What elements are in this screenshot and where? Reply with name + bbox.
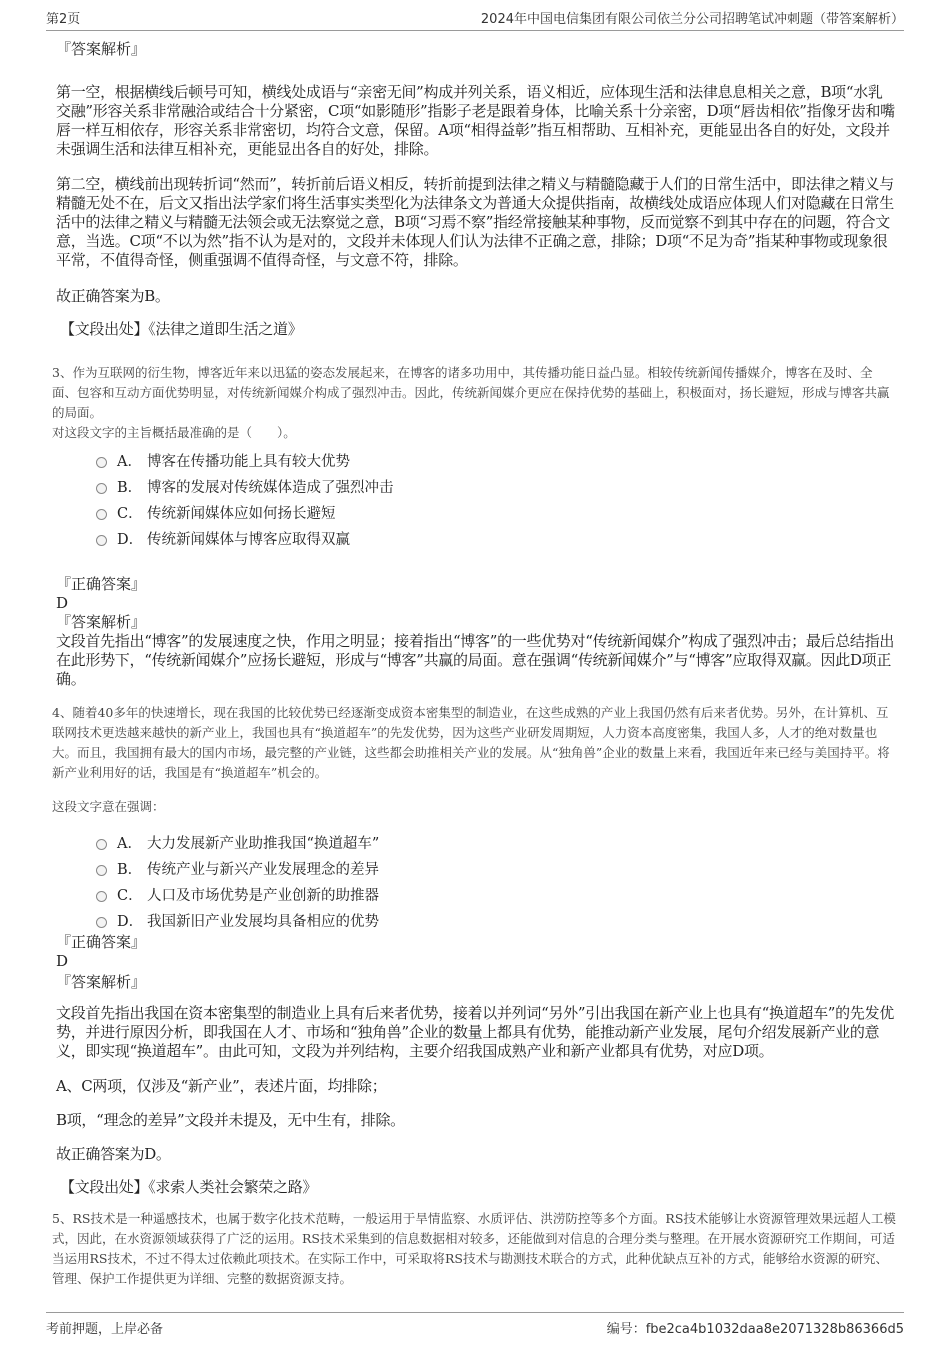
radio-icon[interactable] <box>96 535 107 546</box>
q4-exclude-ac: A、C两项，仅涉及“新产业”，表述片面，均排除； <box>56 1077 387 1095</box>
q4-source: 【文段出处】《求索人类社会繁荣之路》 <box>60 1178 318 1196</box>
q2-analysis-label: 『答案解析』 <box>56 40 147 58</box>
q4-answer: D <box>56 952 69 970</box>
q3-option-c[interactable]: C． 传统新闻媒体应如何扬长避短 <box>96 499 896 525</box>
q3-options <box>96 447 896 551</box>
document-body <box>52 40 896 1289</box>
q2-conclusion: 故正确答案为B。 <box>56 287 170 305</box>
radio-icon[interactable] <box>96 839 107 850</box>
q4-conclusion: 故正确答案为D。 <box>56 1145 171 1163</box>
q4-analysis-label: 『答案解析』 <box>56 973 147 991</box>
radio-icon[interactable] <box>96 917 107 928</box>
q4-answer-label: 『正确答案』 <box>56 933 147 951</box>
document-title: 2024年中国电信集团有限公司依兰分公司招聘笔试冲刺题（带答案解析） <box>480 12 904 27</box>
radio-icon[interactable] <box>96 483 107 494</box>
q3-option-d[interactable]: D． 传统新闻媒体与博客应取得双赢 <box>96 525 896 551</box>
q2-source: 【文段出处】《法律之道即生活之道》 <box>60 320 303 338</box>
q3-stem: 3、作为互联网的衍生物，博客近年来以迅猛的姿态发展起来，在博客的诸多功用中，其传播功能日益凸显。相较传统新闻传播媒介，博客在及时、全面、包容和互动方面优势明显，对传统新闻媒介构成了强烈冲击。因此，传统新闻媒介更应在保持优势的基础上，积极面对，扬长避短，形成与博客共赢的局面。 <box>52 365 890 420</box>
q4-option-a[interactable]: A． 大力发展新产业助推我国“换道超车” <box>96 829 896 855</box>
q3-analysis-label: 『答案解析』 <box>56 613 147 631</box>
page-footer <box>46 1312 904 1337</box>
q3-answer-label: 『正确答案』 <box>56 575 147 593</box>
radio-icon[interactable] <box>96 891 107 902</box>
q4-option-c[interactable]: C． 人口及市场优势是产业创新的助推器 <box>96 881 896 907</box>
q2-analysis-para2: 第二空，横线前出现转折词“然而”，转折前后语义相反，转折前提到法律之精义与精髓隐藏于人们的日常生活中，即法律之精义与精髓无处不在，后文又指出法学家们将生活事实类型化为法律条文为普通大众提供指南，故横线处成语应体现人们对隐藏在日常生活中的法律之精义与精髓无法领会或无法察觉之意，B项“习焉不察”指经常接触某种事物，反而觉察不到其中存在的问题，符合文意，当选。C项“不以为然”指不认为是对的，文段并未体现人们认为法律不正确之意，排除；D项“不足为奇”指某种事物或现象很平常，不值得奇怪，侧重强调不值得奇怪，与文意不符，排除。 <box>56 175 894 269</box>
q3-option-b[interactable]: B． 博客的发展对传统媒体造成了强烈冲击 <box>96 473 896 499</box>
q3-analysis: 文段首先指出“博客”的发展速度之快，作用之明显；接着指出“博客”的一些优势对“传统新闻媒介”构成了强烈冲击；最后总结指出在此形势下，“传统新闻媒介”应扬长避短，形成与“博客”共赢的局面。意在强调“传统新闻媒介”与“博客”应取得双赢。因此D项正确。 <box>56 632 895 688</box>
radio-icon[interactable] <box>96 865 107 876</box>
q4-stem: 4、随着40多年的快速增长，现在我国的比较优势已经逐渐变成资本密集型的制造业，在这些成熟的产业上我国仍然有后来者优势。另外，在计算机、互联网技术更迭越来越快的新产业上，我国也具有“换道超车”的先发优势，因为这些产业研发周期短，人力资本高度密集，我国人多，人才的绝对数量也大。而且，我国拥有最大的国内市场，最完整的产业链，这些都会助推相关产业的发展。从“独角兽”企业的数量上来看，我国近年来已经与美国持平。将新产业利用好的话，我国是有“换道超车”机会的。 <box>52 705 890 780</box>
footer-slogan: 考前押题，上岸必备 <box>46 1322 164 1337</box>
q3-option-a[interactable]: A． 博客在传播功能上具有较大优势 <box>96 447 896 473</box>
radio-icon[interactable] <box>96 457 107 468</box>
q4-analysis: 文段首先指出我国在资本密集型的制造业上具有后来者优势，接着以并列词“另外”引出我国在新产业上也具有“换道超车”的先发优势，并进行原因分析，即我国在人才、市场和“独角兽”企业的数量上都具有优势，能推动新产业发展，尾句介绍发展新产业的意义，即实现“换道超车”。由此可知，文段为并列结构，主要介绍我国成熟产业和新产业都具有优势，对应D项。 <box>56 1004 894 1060</box>
q3-answer: D <box>56 594 69 612</box>
q3-question: 对这段文字的主旨概括最准确的是（ ）。 <box>52 425 296 440</box>
document-id: 编号：fbe2ca4b1032daa8e2071328b86366d5 <box>606 1322 904 1337</box>
radio-icon[interactable] <box>96 509 107 520</box>
page-header <box>46 8 904 31</box>
q4-options <box>96 829 896 933</box>
q5-stem: 5、RS技术是一种遥感技术，也属于数字化技术范畴，一般运用于旱情监察、水质评估、洪涝防控等多个方面。RS技术能够让水资源管理效果远超人工模式，因此，在水资源领域获得了广泛的运用。RS技术采集到的信息数据相对较多，还能做到对信息的合理分类与整理。在开展水资源研究工作期间，可适当运用RS技术，不过不得太过依赖此项技术。在实际工作中，可采取将RS技术与勘测技术联合的方式，此种优缺点互补的方式，能够给水资源的研究、管理、保护工作提供更为详细、完整的数据资源支持。 <box>52 1211 896 1286</box>
q4-exclude-b: B项，“理念的差异”文段并未提及，无中生有，排除。 <box>56 1111 405 1129</box>
q4-option-d[interactable]: D． 我国新旧产业发展均具备相应的优势 <box>96 907 896 933</box>
q4-question: 这段文字意在强调： <box>52 799 165 814</box>
page-number: 第2页 <box>46 12 81 27</box>
q4-option-b[interactable]: B． 传统产业与新兴产业发展理念的差异 <box>96 855 896 881</box>
q2-analysis-para1: 第一空，根据横线后顿号可知，横线处成语与“亲密无间”构成并列关系，语义相近，应体现生活和法律息息相关之意，B项“水乳交融”形容关系非常融洽或结合十分紧密，C项“如影随形”指影子老是跟着身体，比喻关系十分亲密，D项“唇齿相依”指像牙齿和嘴唇一样互相依存，形容关系非常密切，均符合文意，保留。A项“相得益彰”指互相帮助、互相补充，更能显出各自的好处，文段并未强调生活和法律互相补充，更能显出各自的好处，排除。 <box>56 83 895 158</box>
